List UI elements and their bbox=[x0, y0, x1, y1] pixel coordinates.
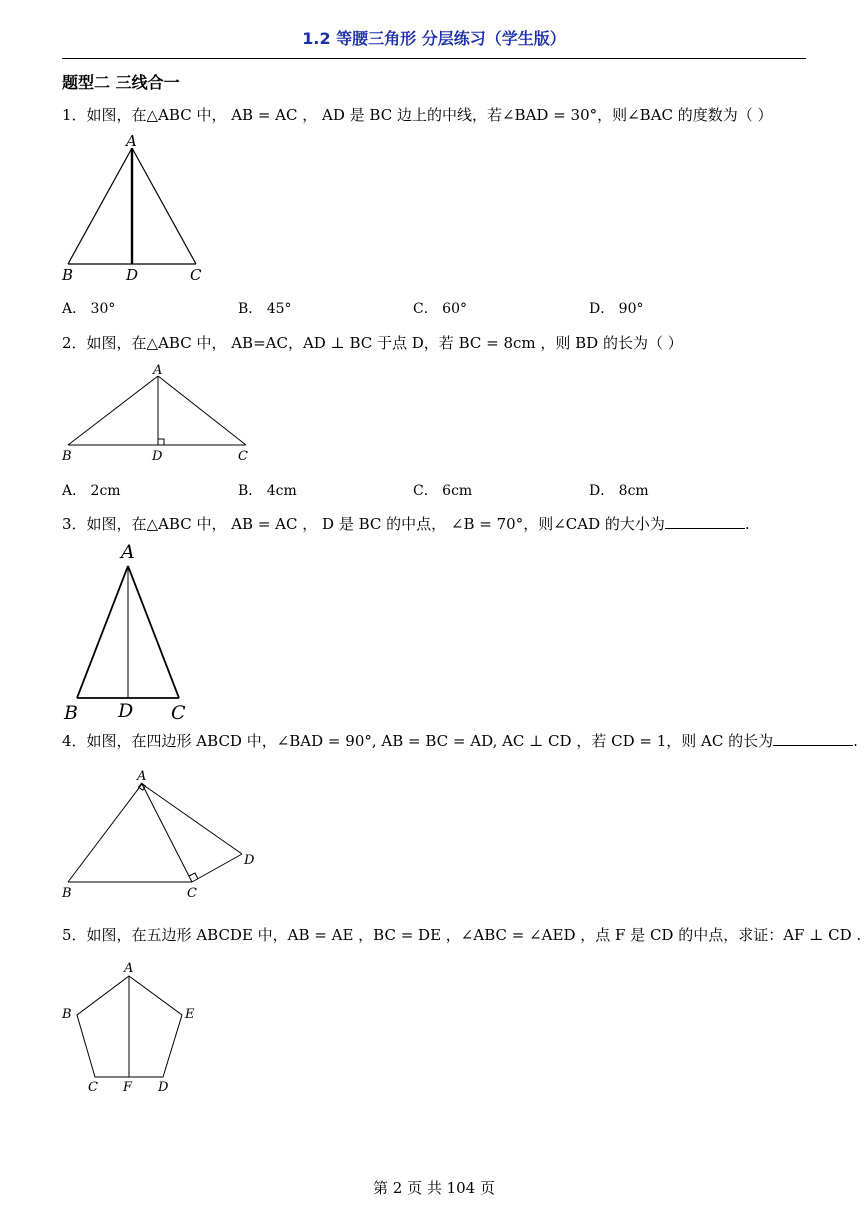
question-4-text: 4．如图，在四边形 ABCD 中，∠BAD = 90°, AB = BC = AD, AC ⊥ CD ，若 CD = 1，则 AC 的长为 bbox=[62, 732, 774, 750]
q3-label-b: B bbox=[64, 702, 78, 724]
q1-label-c: C bbox=[190, 266, 202, 284]
q5-label-e: E bbox=[185, 1007, 195, 1022]
q4-label-c: C bbox=[187, 886, 197, 901]
q1-option-c: C． 60° bbox=[413, 301, 467, 317]
page-header-title: 1.2 等腰三角形 分层练习（学生版） bbox=[302, 29, 566, 48]
question-4-line bbox=[62, 730, 858, 751]
q1-label-a: A bbox=[126, 132, 137, 150]
q1-option-d: D． 90° bbox=[589, 301, 644, 317]
q2-label-d: D bbox=[152, 449, 163, 464]
figure-q5-pentagon bbox=[60, 958, 210, 1093]
q1-option-a: A． 30° bbox=[62, 301, 116, 317]
q4-answer-blank[interactable] bbox=[773, 731, 853, 746]
q2-label-c: C bbox=[238, 449, 248, 464]
q1-label-b: B bbox=[62, 266, 74, 284]
q5-label-a: A bbox=[124, 961, 134, 976]
page-footer: 第 2 页 共 104 页 bbox=[372, 1179, 495, 1197]
q1-option-b: B． 45° bbox=[238, 301, 292, 317]
q2-option-a: A． 2cm bbox=[62, 483, 121, 499]
figure-q1-triangle bbox=[60, 134, 220, 284]
question-3-line bbox=[62, 513, 750, 534]
q4-label-b: B bbox=[62, 886, 72, 901]
question-5-text: 5．如图，在五边形 ABCDE 中，AB = AE ，BC = DE ，∠ABC = ∠AED ，点 F 是 CD 的中点，求证：AF ⊥ CD . bbox=[62, 926, 862, 944]
q2-label-a: A bbox=[153, 363, 163, 378]
q3-end-period: . bbox=[744, 515, 750, 533]
question-1-text: 1．如图，在△ABC 中， AB = AC ， AD 是 BC 边上的中线，若∠BAD = 30°，则∠BAC 的度数为（ ） bbox=[62, 106, 773, 124]
q5-label-f: F bbox=[123, 1080, 133, 1095]
q2-option-c: C． 6cm bbox=[413, 483, 473, 499]
q2-label-b: B bbox=[62, 449, 72, 464]
q2-option-b: B． 4cm bbox=[238, 483, 297, 499]
q1-label-d: D bbox=[126, 266, 139, 284]
q5-label-d: D bbox=[158, 1080, 169, 1095]
q3-label-a: A bbox=[121, 541, 135, 563]
q4-label-d: D bbox=[244, 853, 255, 868]
figure-q3-triangle bbox=[60, 540, 200, 725]
figure-q4-quadrilateral bbox=[60, 764, 270, 904]
q5-label-b: B bbox=[62, 1007, 72, 1022]
q4-label-a: A bbox=[137, 769, 147, 784]
q3-label-d: D bbox=[118, 700, 134, 722]
header-divider bbox=[62, 58, 806, 59]
figure-q2-triangle bbox=[60, 362, 260, 467]
question-3-text: 3．如图，在△ABC 中， AB = AC ， D 是 BC 的中点， ∠B = 70°，则∠CAD 的大小为 bbox=[62, 515, 665, 533]
q5-label-c: C bbox=[88, 1080, 98, 1095]
section-title: 题型二 三线合一 bbox=[62, 73, 180, 92]
q3-answer-blank[interactable] bbox=[665, 514, 745, 529]
q4-end-period: . bbox=[853, 732, 858, 750]
question-2-text: 2．如图，在△ABC 中， AB=AC，AD ⊥ BC 于点 D，若 BC = 8cm ，则 BD 的长为（ ） bbox=[62, 334, 683, 352]
q3-label-c: C bbox=[171, 702, 186, 724]
q2-option-d: D． 8cm bbox=[589, 483, 649, 499]
